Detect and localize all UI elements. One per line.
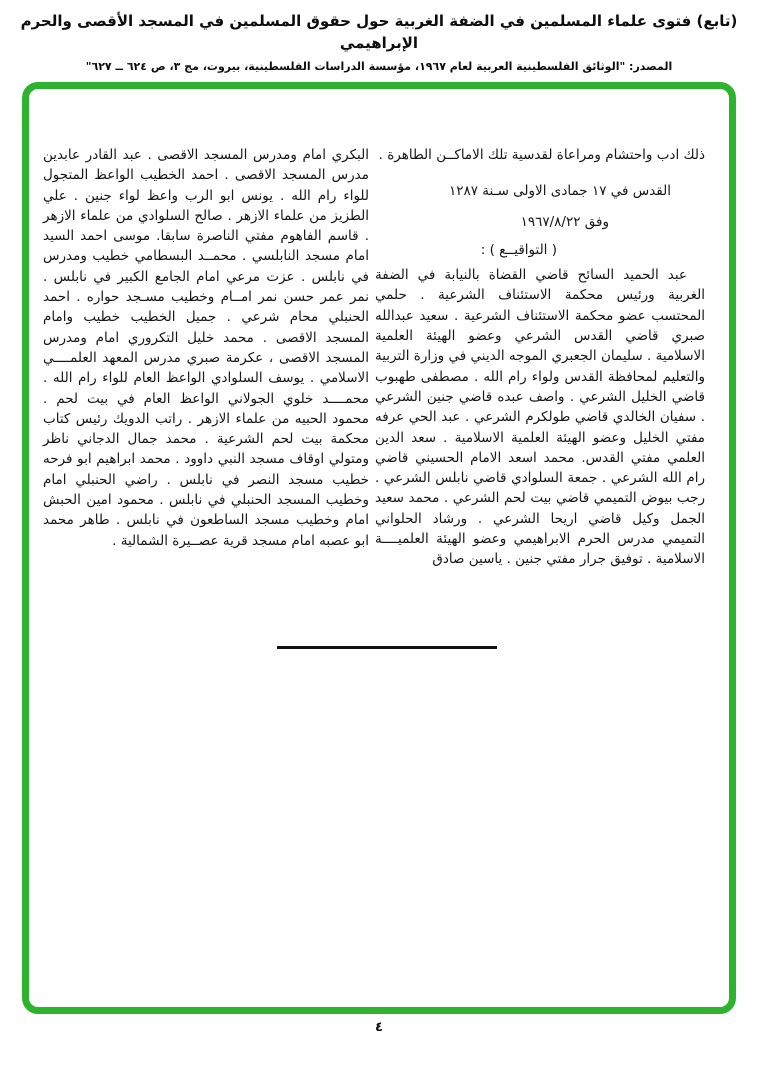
- document-header: [0, 10, 758, 74]
- intro-paragraph: ذلك ادب واحتشام ومراعاة لقدسية تلك الاماكــن الطاهرة .: [378, 147, 705, 163]
- gregorian-date-line: وفق ١٩٦٧/٨/٢٢: [520, 213, 609, 230]
- signatures-heading: ( التواقيــع ) :: [480, 241, 557, 258]
- left-text-column: [43, 145, 369, 551]
- hijri-date-line: القدس في ١٧ جمادى الاولى سـنة ١٢٨٧: [449, 183, 671, 200]
- document-source-citation: المصدر: "الوثائق الفلسطينية العربية لعام ١٩٦٧، مؤسسة الدراسات الفلسطينية، بيروت، مج ٣، ص ٦٢٤ ــ ٦٢٧": [85, 60, 673, 73]
- signatures-paragraph: عبد الحميد السائح قاضي القضاة بالنيابة في الضفة الغربية ورئيس محكمة الاستئناف الشرعية . حلمي المحتسب عضو محكمة الاستئناف الشرعية . سعيد عبدالله صبري قاضي القدس الشرعي وعضو الهيئة العلمية الاسلامية . سليمان الجعبري الموجه الديني في وزارة التربية والتعليم لمحافظة القدس ولواء رام الله . مصطفى طهبوب قاضي الخليل الشرعي . واصف عبده قاضي جنين الشرعي . سفيان الخالدي قاضي طولكرم الشرعي . عبد الحي عرفه مفتي الخليل وعضو الهيئة العلمية الاسلامية . سعد الدين العلمي مفتي القدس. محمد اسعد الامام الحسيني قاضي رام الله الشرعي . جمعة السلوادي قاضي نابلس الشرعي . رجب بيوض التميمي قاضي بيت لحم الشرعي . محمد سعيد الجمل وكيل قاضي اريحا الشرعي . ورشاد الحلواني التميمي مدرس الحرم الابراهيمي وعضو الهيئة العلميــــة الاسلامية . توفيق جرار مفتي جنين . ياسين صادق: [375, 267, 705, 568]
- footnote-divider-line: [277, 646, 497, 649]
- green-border-frame: [22, 82, 736, 1014]
- document-title: (تابع) فتوى علماء المسلمين في الضفة الغربية حول حقوق المسلمين في المسجد الأقصى والحرم الإبراهيمي: [20, 12, 738, 52]
- right-text-column: [375, 145, 705, 570]
- page-number: ٤: [375, 1020, 383, 1035]
- signatures-continuation-paragraph: البكري امام ومدرس المسجد الاقصى . عبد القادر عابدين مدرس المسجد الاقصى . احمد الخطيب الواعظ المتجول للواء رام الله . يونس ابو الرب واعظ لواء جنين . علي الطزيز من علماء الازهر . صالح السلوادي من علماء الازهر . قاسم الفاهوم مفتي الناصرة سابقا. موسى احمد السيد امام مسجد النابلسي . محمــد البسطامي خطيب ومدرس في نابلس . عزت مرعي امام الجامع الكبير في نابلس . نمر عمر حسن نمر امــام وخطيب مسـجد حواره . احمد الحنبلي محام شرعي . جميل الخطيب خطيب وامام المسجد الاقصى . محمد خليل التكروري امام ومدرس المسجد الاقصى ، عكرمة صبري مدرس المعهد العلمــــي الاسلامي . يوسف السلوادي الواعظ العام للواء رام الله . محمــــد خلوي الجولاني الواعظ العام في بيت لحم . محمود الحبيه من علماء الازهر . راتب الدويك رئيس كتاب محكمة بيت لحم الشرعية . محمد جمال الدجاني ناظر ومتولي اوقاف مسجد النبي داوود . محمد ابراهيم ابو فرحه خطيب مسجد النصر في نابلس . راضي الحنبلي امام وخطيب المسجد الحنبلي في نابلس . محمود امين الحبش امام وخطيب مسجد الساطعون في نابلس . طاهر محمد ابو عصبه امام مسجد قرية عصــيرة الشمالية .: [43, 147, 369, 549]
